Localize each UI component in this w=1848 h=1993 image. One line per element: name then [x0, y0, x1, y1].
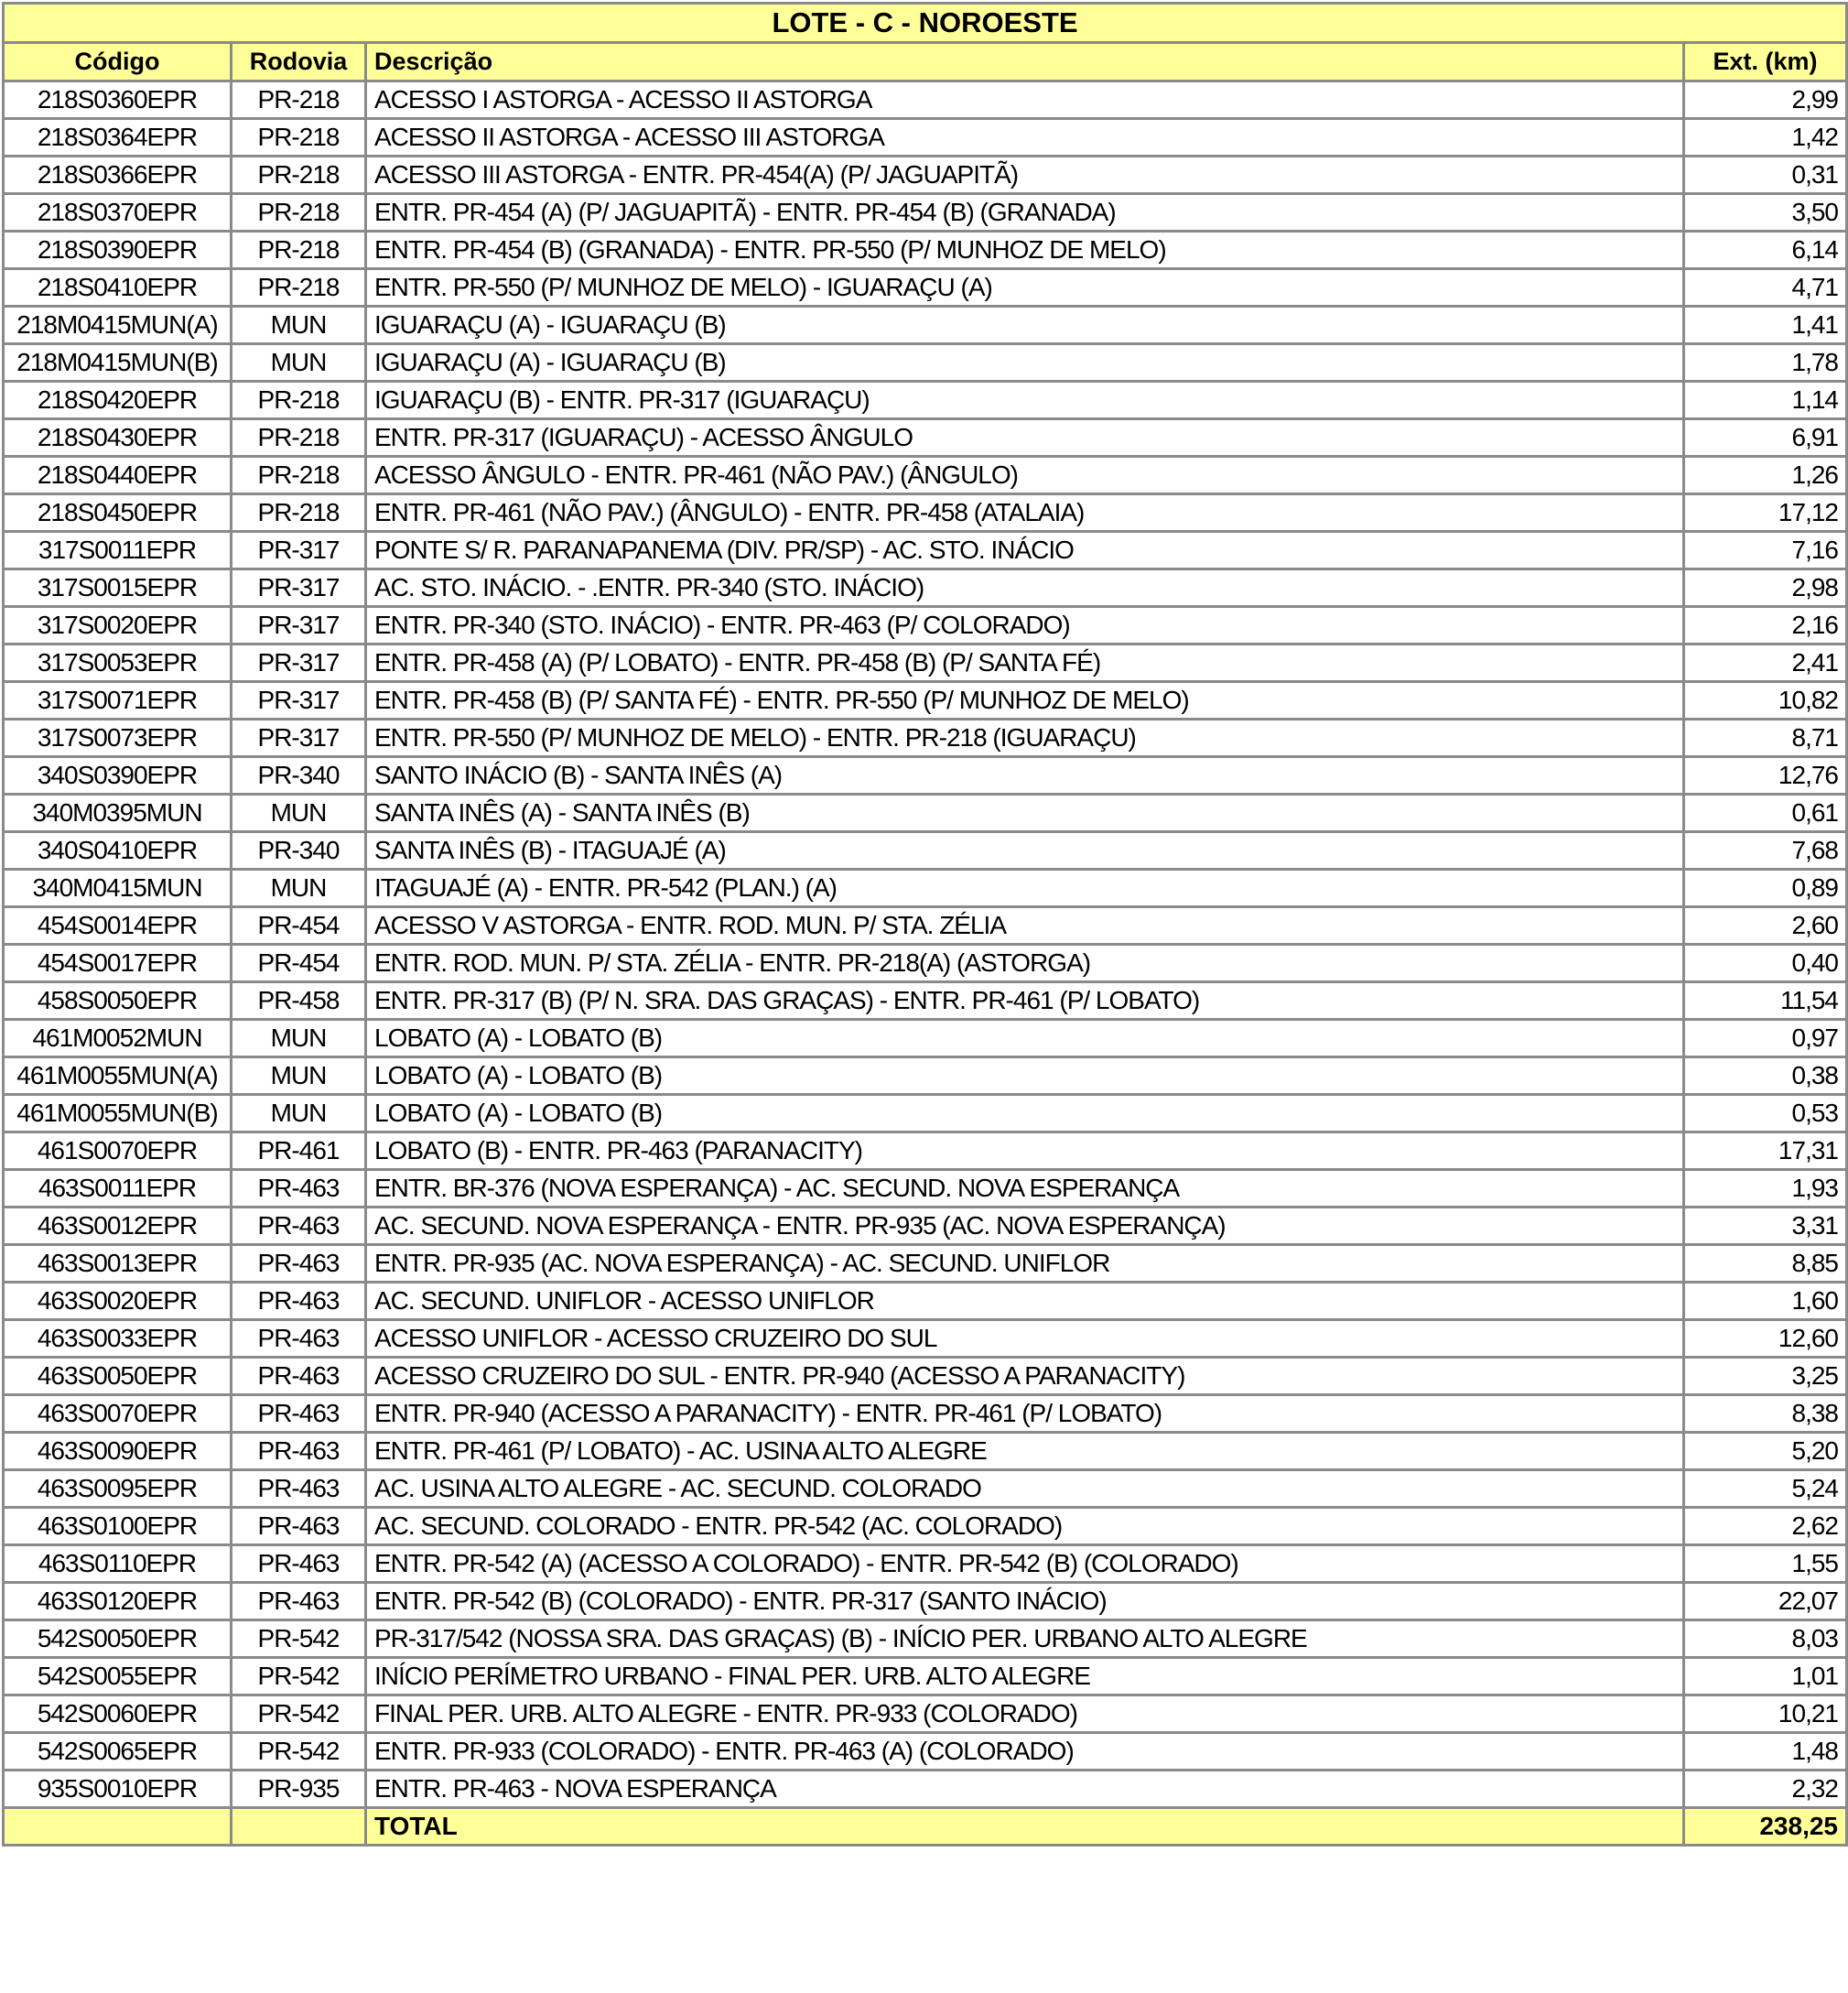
- table-row: [4, 269, 1847, 307]
- cell-codigo: 463S0120EPR: [4, 1583, 232, 1620]
- cell-ext: 12,76: [1684, 757, 1847, 795]
- cell-ext: 1,60: [1684, 1283, 1847, 1320]
- cell-rodovia: PR-935: [232, 1771, 366, 1808]
- cell-ext: 1,41: [1684, 307, 1847, 344]
- table-row: [4, 344, 1847, 382]
- table-row: [4, 607, 1847, 644]
- table-row: [4, 907, 1847, 945]
- cell-codigo: 454S0017EPR: [4, 945, 232, 982]
- header-rodovia: Rodovia: [232, 43, 366, 81]
- cell-rodovia: PR-218: [232, 457, 366, 494]
- cell-descricao: ENTR. PR-461 (P/ LOBATO) - AC. USINA ALTO ALEGRE: [366, 1433, 1684, 1470]
- cell-codigo: 458S0050EPR: [4, 982, 232, 1020]
- cell-descricao: ACESSO ÂNGULO - ENTR. PR-461 (NÃO PAV.) (ÂNGULO): [366, 457, 1684, 494]
- cell-rodovia: MUN: [232, 870, 366, 907]
- cell-ext: 2,98: [1684, 569, 1847, 607]
- table-row: [4, 982, 1847, 1020]
- cell-descricao: ENTR. PR-458 (A) (P/ LOBATO) - ENTR. PR-458 (B) (P/ SANTA FÉ): [366, 644, 1684, 682]
- cell-rodovia: PR-218: [232, 382, 366, 419]
- cell-codigo: 461M0055MUN(A): [4, 1057, 232, 1095]
- cell-codigo: 340M0395MUN: [4, 795, 232, 832]
- cell-codigo: 218S0420EPR: [4, 382, 232, 419]
- cell-descricao: SANTO INÁCIO (B) - SANTA INÊS (A): [366, 757, 1684, 795]
- cell-descricao: AC. SECUND. UNIFLOR - ACESSO UNIFLOR: [366, 1283, 1684, 1320]
- table-row: [4, 870, 1847, 907]
- cell-rodovia: PR-218: [232, 119, 366, 157]
- cell-ext: 10,21: [1684, 1695, 1847, 1733]
- cell-descricao: ENTR. PR-940 (ACESSO A PARANACITY) - ENTR. PR-461 (P/ LOBATO): [366, 1395, 1684, 1433]
- cell-ext: 8,38: [1684, 1395, 1847, 1433]
- table-row: [4, 1433, 1847, 1470]
- total-empty-1: [4, 1808, 232, 1846]
- table-row: [4, 644, 1847, 682]
- cell-rodovia: PR-454: [232, 945, 366, 982]
- cell-rodovia: PR-317: [232, 720, 366, 757]
- cell-rodovia: PR-463: [232, 1470, 366, 1508]
- cell-ext: 22,07: [1684, 1583, 1847, 1620]
- cell-descricao: AC. SECUND. NOVA ESPERANÇA - ENTR. PR-935 (AC. NOVA ESPERANÇA): [366, 1208, 1684, 1245]
- header-row: [4, 43, 1847, 81]
- cell-rodovia: MUN: [232, 307, 366, 344]
- cell-descricao: ENTR. PR-550 (P/ MUNHOZ DE MELO) - IGUARAÇU (A): [366, 269, 1684, 307]
- table-body: [4, 81, 1847, 1808]
- cell-descricao: PR-317/542 (NOSSA SRA. DAS GRAÇAS) (B) - INÍCIO PER. URBANO ALTO ALEGRE: [366, 1620, 1684, 1658]
- cell-descricao: IGUARAÇU (A) - IGUARAÇU (B): [366, 307, 1684, 344]
- cell-descricao: LOBATO (A) - LOBATO (B): [366, 1057, 1684, 1095]
- cell-rodovia: PR-542: [232, 1620, 366, 1658]
- cell-rodovia: PR-218: [232, 494, 366, 532]
- cell-rodovia: PR-542: [232, 1733, 366, 1771]
- lote-table: [2, 2, 1848, 1847]
- cell-descricao: ENTR. PR-458 (B) (P/ SANTA FÉ) - ENTR. PR-550 (P/ MUNHOZ DE MELO): [366, 682, 1684, 720]
- cell-descricao: ENTR. PR-317 (B) (P/ N. SRA. DAS GRAÇAS) - ENTR. PR-461 (P/ LOBATO): [366, 982, 1684, 1020]
- cell-descricao: SANTA INÊS (A) - SANTA INÊS (B): [366, 795, 1684, 832]
- cell-ext: 1,78: [1684, 344, 1847, 382]
- cell-descricao: ENTR. BR-376 (NOVA ESPERANÇA) - AC. SECUND. NOVA ESPERANÇA: [366, 1170, 1684, 1208]
- header-ext: Ext. (km): [1684, 43, 1847, 81]
- cell-rodovia: PR-463: [232, 1433, 366, 1470]
- cell-ext: 1,01: [1684, 1658, 1847, 1695]
- cell-descricao: ENTR. PR-317 (IGUARAÇU) - ACESSO ÂNGULO: [366, 419, 1684, 457]
- table-row: [4, 1132, 1847, 1170]
- cell-descricao: ENTR. PR-454 (B) (GRANADA) - ENTR. PR-550 (P/ MUNHOZ DE MELO): [366, 232, 1684, 269]
- cell-rodovia: PR-317: [232, 532, 366, 569]
- cell-codigo: 218S0430EPR: [4, 419, 232, 457]
- cell-ext: 2,99: [1684, 81, 1847, 119]
- cell-rodovia: PR-317: [232, 569, 366, 607]
- table-row: [4, 1208, 1847, 1245]
- cell-rodovia: PR-340: [232, 757, 366, 795]
- cell-ext: 0,40: [1684, 945, 1847, 982]
- cell-rodovia: PR-218: [232, 194, 366, 232]
- table-title: LOTE - C - NOROESTE: [4, 4, 1847, 43]
- cell-ext: 1,14: [1684, 382, 1847, 419]
- cell-ext: 2,16: [1684, 607, 1847, 644]
- cell-codigo: 218S0370EPR: [4, 194, 232, 232]
- table-row: [4, 1095, 1847, 1132]
- table-row: [4, 419, 1847, 457]
- cell-codigo: 461M0052MUN: [4, 1020, 232, 1057]
- cell-ext: 7,68: [1684, 832, 1847, 870]
- table-row: [4, 194, 1847, 232]
- cell-rodovia: PR-463: [232, 1208, 366, 1245]
- table-row: [4, 81, 1847, 119]
- cell-codigo: 463S0100EPR: [4, 1508, 232, 1545]
- cell-descricao: IGUARAÇU (B) - ENTR. PR-317 (IGUARAÇU): [366, 382, 1684, 419]
- title-row: [4, 4, 1847, 43]
- cell-descricao: ITAGUAJÉ (A) - ENTR. PR-542 (PLAN.) (A): [366, 870, 1684, 907]
- cell-codigo: 463S0033EPR: [4, 1320, 232, 1358]
- cell-descricao: ENTR. PR-461 (NÃO PAV.) (ÂNGULO) - ENTR. PR-458 (ATALAIA): [366, 494, 1684, 532]
- cell-codigo: 317S0053EPR: [4, 644, 232, 682]
- table-row: [4, 307, 1847, 344]
- table-row: [4, 157, 1847, 194]
- spreadsheet: [2, 2, 1845, 1847]
- table-row: [4, 1170, 1847, 1208]
- cell-ext: 1,55: [1684, 1545, 1847, 1583]
- cell-ext: 1,26: [1684, 457, 1847, 494]
- cell-ext: 0,97: [1684, 1020, 1847, 1057]
- table-row: [4, 945, 1847, 982]
- cell-rodovia: PR-463: [232, 1508, 366, 1545]
- cell-codigo: 218M0415MUN(A): [4, 307, 232, 344]
- cell-codigo: 463S0070EPR: [4, 1395, 232, 1433]
- cell-ext: 10,82: [1684, 682, 1847, 720]
- table-row: [4, 1470, 1847, 1508]
- cell-codigo: 463S0012EPR: [4, 1208, 232, 1245]
- cell-codigo: 340M0415MUN: [4, 870, 232, 907]
- cell-descricao: ENTR. PR-463 - NOVA ESPERANÇA: [366, 1771, 1684, 1808]
- table-row: [4, 532, 1847, 569]
- table-row: [4, 1395, 1847, 1433]
- cell-ext: 2,62: [1684, 1508, 1847, 1545]
- cell-ext: 4,71: [1684, 269, 1847, 307]
- cell-ext: 3,25: [1684, 1358, 1847, 1395]
- cell-ext: 11,54: [1684, 982, 1847, 1020]
- cell-ext: 2,32: [1684, 1771, 1847, 1808]
- cell-descricao: ENTR. PR-542 (B) (COLORADO) - ENTR. PR-317 (SANTO INÁCIO): [366, 1583, 1684, 1620]
- cell-descricao: ACESSO UNIFLOR - ACESSO CRUZEIRO DO SUL: [366, 1320, 1684, 1358]
- cell-descricao: FINAL PER. URB. ALTO ALEGRE - ENTR. PR-933 (COLORADO): [366, 1695, 1684, 1733]
- table-row: [4, 1695, 1847, 1733]
- cell-codigo: 218S0390EPR: [4, 232, 232, 269]
- table-row: [4, 457, 1847, 494]
- cell-descricao: ENTR. PR-454 (A) (P/ JAGUAPITÃ) - ENTR. PR-454 (B) (GRANADA): [366, 194, 1684, 232]
- cell-ext: 3,50: [1684, 194, 1847, 232]
- cell-codigo: 317S0071EPR: [4, 682, 232, 720]
- cell-rodovia: PR-218: [232, 419, 366, 457]
- cell-codigo: 218S0360EPR: [4, 81, 232, 119]
- cell-ext: 3,31: [1684, 1208, 1847, 1245]
- cell-descricao: AC. SECUND. COLORADO - ENTR. PR-542 (AC. COLORADO): [366, 1508, 1684, 1545]
- cell-rodovia: PR-454: [232, 907, 366, 945]
- header-descricao: Descrição: [366, 43, 1684, 81]
- table-row: [4, 1508, 1847, 1545]
- cell-codigo: 463S0090EPR: [4, 1433, 232, 1470]
- cell-codigo: 317S0073EPR: [4, 720, 232, 757]
- table-row: [4, 1658, 1847, 1695]
- cell-descricao: ACESSO III ASTORGA - ENTR. PR-454(A) (P/ JAGUAPITÃ): [366, 157, 1684, 194]
- cell-ext: 12,60: [1684, 1320, 1847, 1358]
- cell-codigo: 461S0070EPR: [4, 1132, 232, 1170]
- table-row: [4, 720, 1847, 757]
- cell-rodovia: MUN: [232, 344, 366, 382]
- cell-descricao: AC. USINA ALTO ALEGRE - AC. SECUND. COLORADO: [366, 1470, 1684, 1508]
- table-row: [4, 1245, 1847, 1283]
- table-row: [4, 1771, 1847, 1808]
- cell-codigo: 218S0364EPR: [4, 119, 232, 157]
- cell-codigo: 218S0440EPR: [4, 457, 232, 494]
- cell-rodovia: PR-463: [232, 1245, 366, 1283]
- cell-ext: 0,38: [1684, 1057, 1847, 1095]
- cell-rodovia: PR-542: [232, 1658, 366, 1695]
- cell-rodovia: PR-463: [232, 1583, 366, 1620]
- table-row: [4, 569, 1847, 607]
- cell-descricao: ENTR. ROD. MUN. P/ STA. ZÉLIA - ENTR. PR-218(A) (ASTORGA): [366, 945, 1684, 982]
- cell-rodovia: PR-317: [232, 682, 366, 720]
- cell-ext: 1,48: [1684, 1733, 1847, 1771]
- cell-rodovia: PR-461: [232, 1132, 366, 1170]
- cell-rodovia: MUN: [232, 1020, 366, 1057]
- cell-ext: 0,89: [1684, 870, 1847, 907]
- cell-ext: 8,03: [1684, 1620, 1847, 1658]
- cell-rodovia: PR-317: [232, 644, 366, 682]
- table-row: [4, 1358, 1847, 1395]
- cell-codigo: 463S0110EPR: [4, 1545, 232, 1583]
- cell-descricao: ACESSO V ASTORGA - ENTR. ROD. MUN. P/ STA. ZÉLIA: [366, 907, 1684, 945]
- cell-descricao: ENTR. PR-542 (A) (ACESSO A COLORADO) - ENTR. PR-542 (B) (COLORADO): [366, 1545, 1684, 1583]
- table-row: [4, 382, 1847, 419]
- table-row: [4, 682, 1847, 720]
- cell-codigo: 463S0011EPR: [4, 1170, 232, 1208]
- cell-rodovia: PR-458: [232, 982, 366, 1020]
- cell-descricao: ENTR. PR-340 (STO. INÁCIO) - ENTR. PR-463 (P/ COLORADO): [366, 607, 1684, 644]
- cell-codigo: 340S0410EPR: [4, 832, 232, 870]
- cell-rodovia: MUN: [232, 795, 366, 832]
- cell-codigo: 317S0015EPR: [4, 569, 232, 607]
- cell-descricao: LOBATO (A) - LOBATO (B): [366, 1095, 1684, 1132]
- cell-ext: 2,60: [1684, 907, 1847, 945]
- table-row: [4, 1057, 1847, 1095]
- cell-ext: 5,24: [1684, 1470, 1847, 1508]
- cell-descricao: LOBATO (B) - ENTR. PR-463 (PARANACITY): [366, 1132, 1684, 1170]
- cell-codigo: 454S0014EPR: [4, 907, 232, 945]
- total-row: [4, 1808, 1847, 1846]
- cell-codigo: 461M0055MUN(B): [4, 1095, 232, 1132]
- cell-descricao: ACESSO CRUZEIRO DO SUL - ENTR. PR-940 (ACESSO A PARANACITY): [366, 1358, 1684, 1395]
- cell-rodovia: PR-218: [232, 81, 366, 119]
- cell-codigo: 463S0095EPR: [4, 1470, 232, 1508]
- cell-ext: 8,71: [1684, 720, 1847, 757]
- cell-rodovia: MUN: [232, 1057, 366, 1095]
- total-label: TOTAL: [366, 1808, 1684, 1846]
- cell-codigo: 218S0410EPR: [4, 269, 232, 307]
- cell-ext: 1,93: [1684, 1170, 1847, 1208]
- cell-codigo: 317S0011EPR: [4, 532, 232, 569]
- cell-descricao: ACESSO II ASTORGA - ACESSO III ASTORGA: [366, 119, 1684, 157]
- table-row: [4, 119, 1847, 157]
- table-row: [4, 795, 1847, 832]
- total-empty-2: [232, 1808, 366, 1846]
- cell-descricao: PONTE S/ R. PARANAPANEMA (DIV. PR/SP) - AC. STO. INÁCIO: [366, 532, 1684, 569]
- cell-rodovia: PR-218: [232, 269, 366, 307]
- cell-descricao: IGUARAÇU (A) - IGUARAÇU (B): [366, 344, 1684, 382]
- cell-ext: 0,61: [1684, 795, 1847, 832]
- cell-ext: 5,20: [1684, 1433, 1847, 1470]
- cell-codigo: 463S0020EPR: [4, 1283, 232, 1320]
- cell-ext: 2,41: [1684, 644, 1847, 682]
- cell-ext: 17,12: [1684, 494, 1847, 532]
- cell-codigo: 542S0050EPR: [4, 1620, 232, 1658]
- cell-descricao: LOBATO (A) - LOBATO (B): [366, 1020, 1684, 1057]
- cell-codigo: 218S0450EPR: [4, 494, 232, 532]
- cell-descricao: ACESSO I ASTORGA - ACESSO II ASTORGA: [366, 81, 1684, 119]
- cell-descricao: ENTR. PR-933 (COLORADO) - ENTR. PR-463 (A) (COLORADO): [366, 1733, 1684, 1771]
- cell-ext: 1,42: [1684, 119, 1847, 157]
- cell-ext: 8,85: [1684, 1245, 1847, 1283]
- table-row: [4, 232, 1847, 269]
- cell-ext: 0,31: [1684, 157, 1847, 194]
- table-row: [4, 1320, 1847, 1358]
- cell-codigo: 542S0065EPR: [4, 1733, 232, 1771]
- cell-descricao: INÍCIO PERÍMETRO URBANO - FINAL PER. URB. ALTO ALEGRE: [366, 1658, 1684, 1695]
- header-codigo: Código: [4, 43, 232, 81]
- cell-descricao: ENTR. PR-935 (AC. NOVA ESPERANÇA) - AC. SECUND. UNIFLOR: [366, 1245, 1684, 1283]
- cell-rodovia: PR-542: [232, 1695, 366, 1733]
- table-row: [4, 1020, 1847, 1057]
- cell-rodovia: PR-463: [232, 1545, 366, 1583]
- table-row: [4, 1545, 1847, 1583]
- cell-ext: 6,91: [1684, 419, 1847, 457]
- cell-rodovia: PR-463: [232, 1283, 366, 1320]
- table-row: [4, 757, 1847, 795]
- cell-rodovia: PR-463: [232, 1320, 366, 1358]
- cell-codigo: 317S0020EPR: [4, 607, 232, 644]
- table-row: [4, 1733, 1847, 1771]
- cell-codigo: 340S0390EPR: [4, 757, 232, 795]
- cell-rodovia: PR-218: [232, 157, 366, 194]
- table-row: [4, 1283, 1847, 1320]
- cell-codigo: 542S0055EPR: [4, 1658, 232, 1695]
- cell-codigo: 542S0060EPR: [4, 1695, 232, 1733]
- cell-descricao: ENTR. PR-550 (P/ MUNHOZ DE MELO) - ENTR. PR-218 (IGUARAÇU): [366, 720, 1684, 757]
- cell-rodovia: PR-218: [232, 232, 366, 269]
- cell-codigo: 218S0366EPR: [4, 157, 232, 194]
- cell-codigo: 935S0010EPR: [4, 1771, 232, 1808]
- table-row: [4, 1583, 1847, 1620]
- cell-codigo: 463S0013EPR: [4, 1245, 232, 1283]
- cell-rodovia: PR-463: [232, 1358, 366, 1395]
- cell-codigo: 463S0050EPR: [4, 1358, 232, 1395]
- cell-descricao: AC. STO. INÁCIO. - .ENTR. PR-340 (STO. INÁCIO): [366, 569, 1684, 607]
- cell-rodovia: PR-463: [232, 1170, 366, 1208]
- table-row: [4, 832, 1847, 870]
- cell-ext: 6,14: [1684, 232, 1847, 269]
- cell-codigo: 218M0415MUN(B): [4, 344, 232, 382]
- cell-rodovia: PR-340: [232, 832, 366, 870]
- table-row: [4, 1620, 1847, 1658]
- cell-ext: 17,31: [1684, 1132, 1847, 1170]
- cell-descricao: SANTA INÊS (B) - ITAGUAJÉ (A): [366, 832, 1684, 870]
- table-row: [4, 494, 1847, 532]
- cell-ext: 7,16: [1684, 532, 1847, 569]
- cell-ext: 0,53: [1684, 1095, 1847, 1132]
- total-ext: 238,25: [1684, 1808, 1847, 1846]
- cell-rodovia: PR-317: [232, 607, 366, 644]
- cell-rodovia: PR-463: [232, 1395, 366, 1433]
- cell-rodovia: MUN: [232, 1095, 366, 1132]
